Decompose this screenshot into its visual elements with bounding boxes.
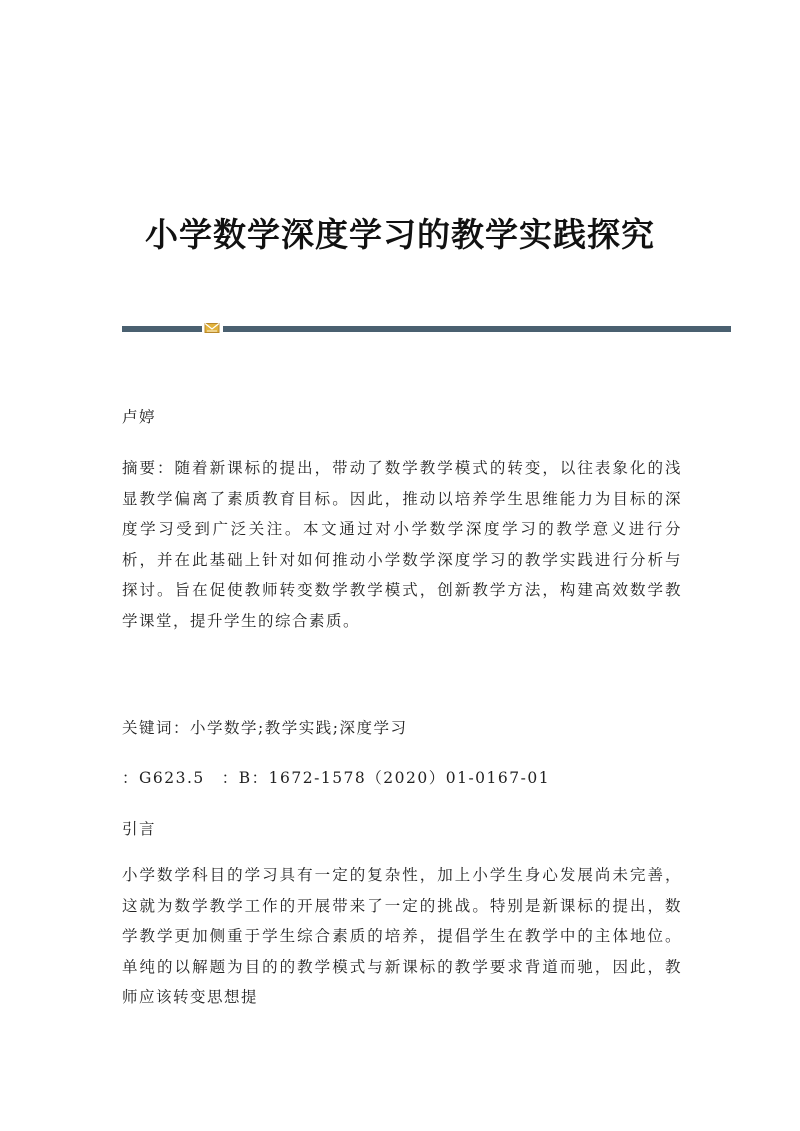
keywords-label: 关键词： (122, 719, 191, 737)
title-divider-right (223, 326, 731, 332)
envelope-icon (204, 322, 220, 334)
abstract-paragraph (122, 453, 682, 636)
classification-line: ：G623.5 ：B：1672-1578（2020）01-0167-01 (122, 769, 551, 787)
section-heading: 引言 (122, 820, 157, 838)
title-divider-left (122, 326, 202, 332)
abstract-text: 随着新课标的提出，带动了数学教学模式的转变，以往表象化的浅显教学偏离了素质教育目标。因此，推动以培养学生思维能力为目标的深度学习受到广泛关注。本文通过对小学数学深度学习的教学意义进行分析，并在此基础上针对如何推动小学数学深度学习的教学实践进行分析与探讨。旨在促使教师转变数学教学模式，创新教学方法，构建高效数学教学课堂，提升学生的综合素质。 (122, 459, 682, 630)
keywords-line (122, 713, 682, 744)
author-name: 卢婷 (122, 408, 157, 426)
keywords-text: 小学数学;教学实践;深度学习 (190, 719, 408, 737)
abstract-label: 摘要： (122, 459, 175, 477)
body-paragraph: 小学数学科目的学习具有一定的复杂性，加上小学生身心发展尚未完善，这就为数学教学工作的开展带来了一定的挑战。特别是新课标的提出，数学教学更加侧重于学生综合素质的培养，提倡学生在教学中的主体地位。单纯的以解题为目的的教学模式与新课标的教学要求背道而驰，因此，教师应该转变思想提 (122, 866, 682, 1006)
document-title: 小学数学深度学习的教学实践探究 (145, 215, 655, 255)
